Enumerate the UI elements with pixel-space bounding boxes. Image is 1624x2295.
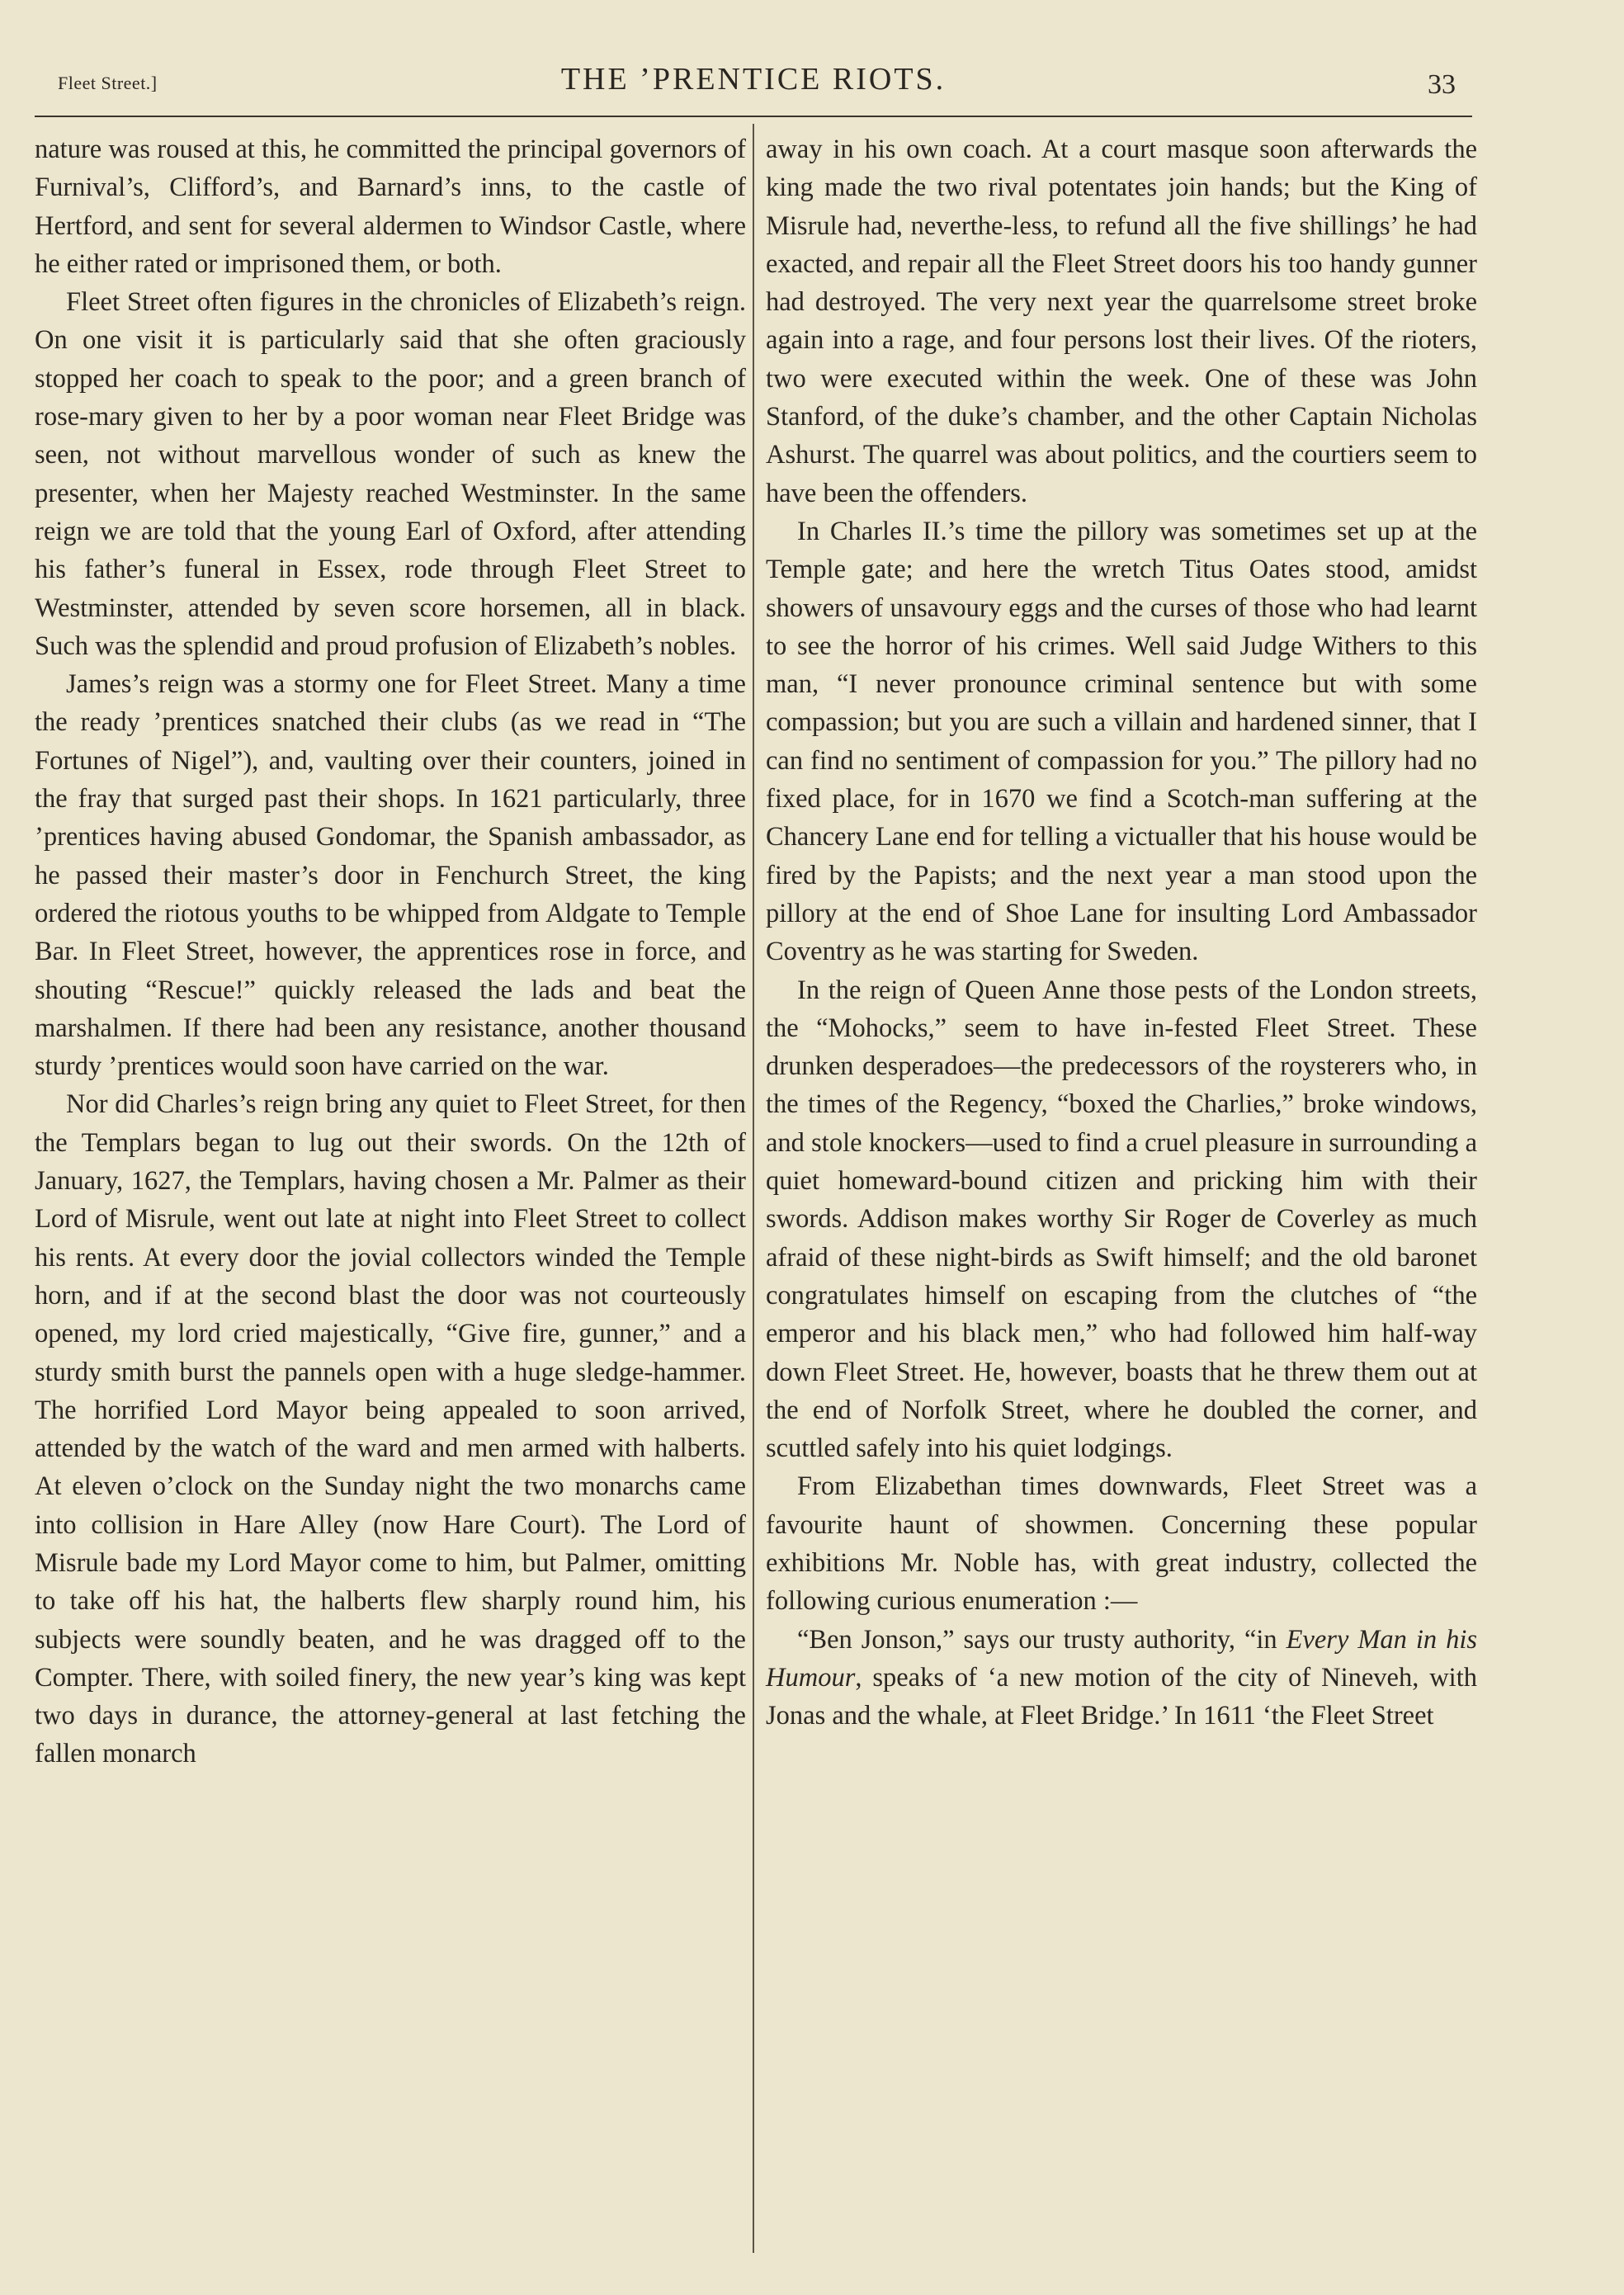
column-rule bbox=[753, 124, 754, 2253]
paragraph: nature was roused at this, he committed the principal governors of Furnival’s, Clifford’s, and Barnard’s inns, to the castle of Hertford, and sent for several aldermen to Windsor Castle, where he either rated or imprisoned them, or both. bbox=[35, 135, 746, 279]
running-head-left: Fleet Street.] bbox=[58, 73, 158, 93]
running-title: THE ’PRENTICE RIOTS. bbox=[560, 62, 947, 97]
paragraph: In the reign of Queen Anne those pests of the London streets, the “Mohocks,” seem to have in-fested Fleet Street. These drunken desperadoes—the predecessors of the roysterers who, in the times of the Regency, “boxed the Charlies,” broke windows, and stole knockers—used to find a cruel pleasure in surrounding a quiet homeward-bound citizen and pricking him with their swords. Addison makes worthy Sir Roger de Coverley as much afraid of these night-birds as Swift himself; and the old baronet congratulates himself on escaping from the clutches of “the emperor and his black men,” who had followed him half-way down Fleet Street. He, however, boasts that he threw them out at the end of Norfolk Street, where he doubled the corner, and scuttled safely into his quiet lodgings. bbox=[766, 975, 1477, 1464]
page-header bbox=[35, 48, 1472, 117]
book-title: Every Man in his Humour bbox=[766, 1624, 1477, 1693]
paragraph-text: “Ben Jonson,” says our trusty authority, “in bbox=[797, 1624, 1286, 1655]
page-number: 33 bbox=[1428, 69, 1456, 100]
paragraph: Nor did Charles’s reign bring any quiet to Fleet Street, for then the Templars began to lug out their swords. On the 12th of January, 1627, the Templars, having chosen a Mr. Palmer as their Lord of Misrule, went out late at night into Fleet Street to collect his rents. At every door the jovial collectors winded the Temple horn, and if at the second blast the door was not courteously opened, my lord cried majestically, “Give fire, gunner,” and a sturdy smith burst the pannels open with a huge sledge-hammer. The horrified Lord Mayor being appealed to soon arrived, attended by the watch of the ward and men armed with halberts. At eleven o’clock on the Sunday night the two monarchs came into collision in Hare Alley (now Hare Court). The Lord of Misrule bade my Lord Mayor come to him, but Palmer, omitting to take off his hat, the halberts flew sharply round him, his subjects were soundly beaten, and he was dragged off to the Compter. There, with soiled finery, the new year’s king was kept two days in durance, the attorney-general at last fetching the fallen monarch bbox=[35, 1089, 746, 1769]
paragraph: away in his own coach. At a court masque soon afterwards the king made the two rival potentates join hands; but the King of Misrule had, neverthe-less, to refund all the five shillings’ he had exacted, and repair all the Fleet Street doors his too handy gunner had destroyed. The very next year the quarrelsome street broke again into a rage, and four persons lost their lives. Of the rioters, two were executed within the week. One of these was John Stanford, of the duke’s chamber, and the other Captain Nicholas Ashurst. The quarrel was about politics, and the courtiers seem to have been the offenders. bbox=[766, 135, 1477, 508]
paragraph: From Elizabethan times downwards, Fleet Street was a favourite haunt of showmen. Concerning these popular exhibitions Mr. Noble has, with great industry, collected the following curious enumeration :— bbox=[766, 1471, 1477, 1617]
left-column bbox=[35, 130, 746, 2260]
paragraph: In Charles II.’s time the pillory was sometimes set up at the Temple gate; and here the wretch Titus Oates stood, amidst showers of unsavoury eggs and the curses of those who had learnt to see the horror of his crimes. Well said Judge Withers to this man, “I never pronounce criminal sentence but with some compassion; but you are such a villain and hardened sinner, that I can find no sentiment of compassion for you.” The pillory had no fixed place, for in 1670 we find a Scotch-man suffering at the Chancery Lane end for telling a victualler that his house would be fired by the Papists; and the next year a man stood upon the pillory at the end of Shoe Lane for insulting Lord Ambassador Coventry as he was starting for Sweden. bbox=[766, 516, 1477, 967]
right-column bbox=[766, 130, 1477, 2260]
paragraph bbox=[766, 1621, 1477, 1735]
paragraph: James’s reign was a stormy one for Fleet Street. Many a time the ready ’prentices snatched their clubs (as we read in “The Fortunes of Nigel”), and, vaulting over their counters, joined in the fray that surged past their shops. In 1621 particularly, three ’prentices having abused Gondomar, the Spanish ambassador, as he passed their master’s door in Fenchurch Street, the king ordered the riotous youths to be whipped from Aldgate to Temple Bar. In Fleet Street, however, the apprentices rose in force, and shouting “Rescue!” quickly released the lads and beat the marshalmen. If there had been any resistance, another thousand sturdy ’prentices would soon have carried on the war. bbox=[35, 669, 746, 1082]
paragraph-text: , speaks of ‘a new motion of the city of Nineveh, with Jonas and the whale, at Fleet Bridge.’ In 1611 ‘the Fleet Street bbox=[766, 1662, 1477, 1731]
paragraph: Fleet Street often figures in the chronicles of Elizabeth’s reign. On one visit it is particularly said that she often graciously stopped her coach to speak to the poor; and a green branch of rose-mary given to her by a poor woman near Fleet Bridge was seen, not without marvellous wonder of such as knew the presenter, when her Majesty reached Westminster. In the same reign we are told that the young Earl of Oxford, after attending his father’s funeral in Essex, rode through Fleet Street to Westminster, attended by seven score horsemen, all in black. Such was the splendid and proud profusion of Elizabeth’s nobles. bbox=[35, 287, 746, 661]
